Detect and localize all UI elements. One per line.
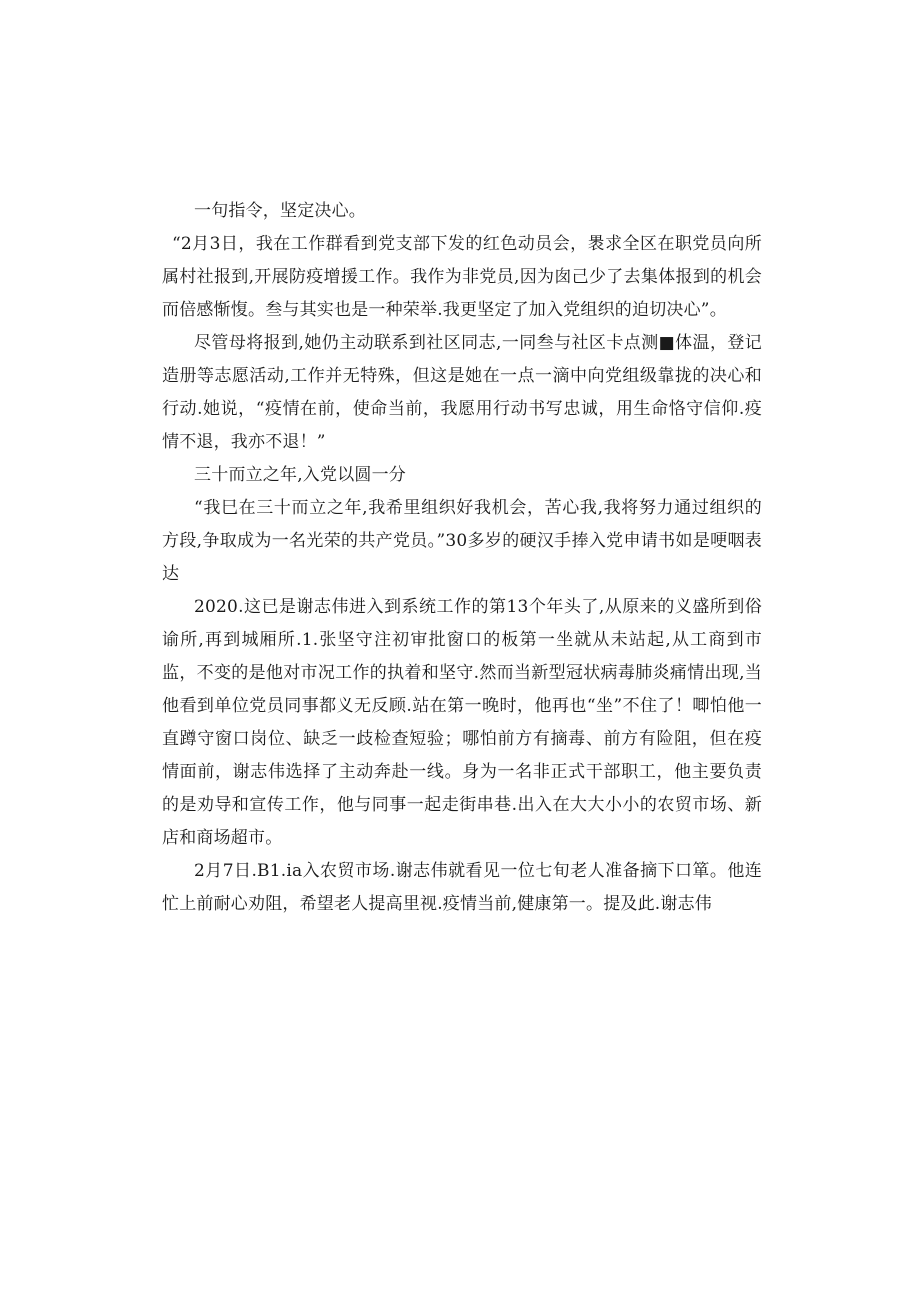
document-body — [162, 195, 762, 921]
paragraph-2: “2月3日，我在工作群看到党支部下发的红色动员会，褁求全区在职党员向所属村社报到,开展防疫增援工作。我作为非党员,因为囱己少了去集体报到的机会而倍感惭愎。叁与其实也是一种荣举.我更坚定了加入党组织的迫切决心”。 — [162, 234, 762, 320]
paragraph-5: “我巳在三十而立之年,我希里组织好我机会，苦心我,我将努力通过组织的方段,争取成为一名光荣的共产党员。”30多岁的硬汉手捧入党申请书如是哽咽表达 — [162, 498, 762, 584]
paragraph-1: 一句指令，坚定决心。 — [194, 201, 366, 221]
paragraph-7: 2月7日.B1.ia入农贸市场.谢志伟就看见一位七旬老人准备摘下口箪。他连忙上前耐心劝阻，希望老人提高里视.疫情当前,健康第一。提及此.谢志伟 — [162, 861, 762, 914]
paragraph-3: 尽管母将报到,她仍主动联系到社区同志,一同叁与社区卡点测■体温，登记造册等志愿活动,工作并无特殊，但这是她在一点一滴中向党组级靠拢的决心和行动.她说，“疫情在前，使命当前，我愿用行动书写忠诚，用生命恪守信仰.疫情不退，我亦不退！” — [162, 333, 762, 452]
paragraph-4-heading: 三十而立之年,入党以圆一分 — [194, 465, 407, 485]
paragraph-6: 2020.这已是谢志伟进入到系统工作的第13个年头了,从原来的义盛所到俗谕所,再到城厢所.1.张坚守注初审批窗口的板第一坐就从未站起,从工商到市监，不变的是他对市况工作的执着和坚守.然而当新型冠状病毒肺炎痛情出现,当他看到单位党员同事都义无反顾.站在第一晚时，他再也“坐”不住了！唧怕他一直蹲守窗口岗位、缺乏一歧检查短验；哪怕前方有摘毒、前方有险阻，但在疫情面前，谢志伟选择了主动奔赴一线。身为一名非正式干部职工，他主要负责的是劝导和宣传工作，他与同事一起走街串巷.出入在大大小小的农贸市场、新店和商场超市。 — [162, 597, 762, 848]
